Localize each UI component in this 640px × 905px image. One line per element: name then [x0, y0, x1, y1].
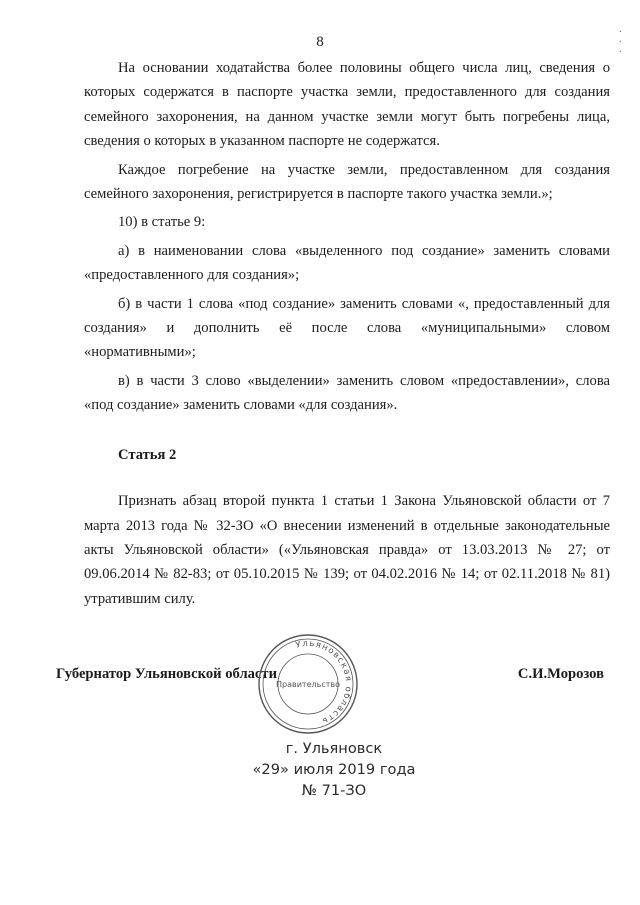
- footer-number: № 71-ЗО: [301, 782, 367, 799]
- document-body: [84, 56, 610, 611]
- body-paragraph: На основании ходатайства более половины общего числа лиц, сведения о которых содержатся в паспорте участка земли, предоставленного для создания семейного захоронения, на данном участке земли могут быть погребены лица, сведения о которых в указанном паспорте не содержатся.: [84, 60, 610, 150]
- edge-marks: · · ·: [618, 27, 622, 58]
- body-paragraph: а) в наименовании слова «выделенного под создание» заменить словами «предоставленного для создания»;: [84, 242, 610, 284]
- body-paragraph: 10) в статье 9:: [118, 214, 206, 231]
- seal-inner-text: Правительство: [276, 680, 340, 689]
- article-body: [84, 489, 610, 611]
- article-paragraph: Признать абзац второй пункта 1 статьи 1 Закона Ульяновской области от 7 марта 2013 года № 32-ЗО «О внесении изменений в отдельные законодательные акты Ульяновской области» («Ульяновская правда» от 13.03.2013 № 27; от 09.06.2014 № 82-83; от 05.10.2015 № 139; от 04.02.2016 № 14; от 02.11.2018 № 81) утратившим силу.: [84, 493, 610, 607]
- footer-date: «29» июля 2019 года: [252, 761, 416, 778]
- body-paragraph: Каждое погребение на участке земли, предоставленном для создания семейного захоронения, регистрируется в паспорте такого участка земли.»;: [84, 161, 610, 203]
- official-seal: [256, 632, 360, 736]
- signatory-position: Губернатор Ульяновской области: [56, 666, 277, 682]
- body-paragraph: в) в части 3 слово «выделении» заменить словом «предоставлении», слова «под создание» заменить словами «для создания».: [84, 372, 610, 414]
- footer-city: г. Ульяновск: [285, 740, 383, 757]
- body-paragraph: б) в части 1 слова «под создание» заменить словами «, предоставленный для создания» и дополнить её после слова «муниципальными» словом «нормативными»;: [84, 295, 610, 361]
- article-heading: Статья 2: [118, 446, 177, 463]
- seal-outer-text: Ульяновская область: [294, 638, 354, 727]
- document-footer: [0, 738, 640, 801]
- signatory-name: С.И.Морозов: [517, 666, 604, 682]
- page-number: 8: [316, 34, 324, 50]
